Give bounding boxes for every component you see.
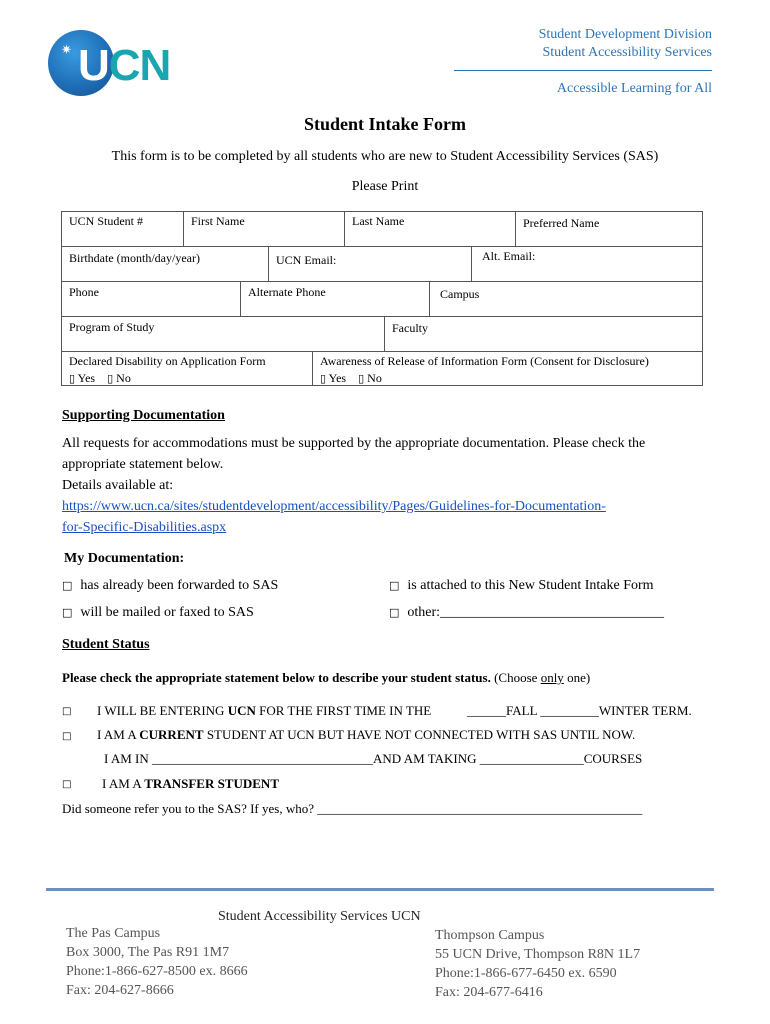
- footer-thompson-campus: Thompson Campus 55 UCN Drive, Thompson R8N 1L7 Phone:1-866-677-6450 ex. 6590 Fax: 204-677-6416: [435, 928, 641, 1000]
- program-of-study-field[interactable]: Program of Study: [69, 320, 155, 334]
- status-first-time-checkbox[interactable]: □: [62, 706, 72, 717]
- ucn-logo: [48, 30, 171, 102]
- status-current: I AM A CURRENT STUDENT AT UCN BUT HAVE NOT CONNECTED WITH SAS UNTIL NOW.: [97, 727, 636, 742]
- awareness-label: Awareness of Release of Information Form (Consent for Disclosure): [320, 354, 649, 368]
- header-division: Student Development Division: [538, 27, 712, 42]
- status-transfer-checkbox[interactable]: □: [62, 779, 72, 790]
- supporting-line: Details available at:: [62, 478, 174, 493]
- student-status-heading: Student Status: [62, 637, 150, 652]
- awareness-no-label: No: [367, 371, 382, 385]
- status-term-choice[interactable]: ______FALL _________WINTER TERM.: [467, 703, 692, 718]
- page-title: Student Intake Form: [303, 114, 466, 134]
- footer-the-pas-campus: The Pas Campus Box 3000, The Pas R91 1M7 Phone:1-866-627-8500 ex. 8666 Fax: 204-627-8666: [66, 926, 248, 998]
- intro-text: This form is to be completed by all students who are new to Student Accessibility Services (SAS): [111, 149, 659, 164]
- status-first-time: I WILL BE ENTERING UCN FOR THE FIRST TIME IN THE: [97, 703, 432, 718]
- campus-field[interactable]: Campus: [429, 282, 702, 316]
- ucn-student-number-field[interactable]: UCN Student #: [69, 214, 144, 228]
- referral-question[interactable]: Did someone refer you to the SAS? If yes, who? __________________________________________________: [62, 801, 643, 816]
- status-current-checkbox[interactable]: □: [62, 731, 72, 742]
- star-icon: ✷: [61, 43, 72, 58]
- guidelines-link-continued[interactable]: for-Specific-Disabilities.aspx: [62, 520, 227, 535]
- doc-option-other[interactable]: □ other:________________________________: [389, 605, 665, 620]
- checkbox[interactable]: □: [389, 579, 400, 592]
- doc-option-mailed[interactable]: □ will be mailed or faxed to SAS: [62, 605, 254, 620]
- supporting-text: [62, 433, 722, 538]
- ucn-email-field[interactable]: UCN Email:: [268, 247, 471, 281]
- declared-disability-label: Declared Disability on Application Form: [69, 354, 266, 368]
- footer-title: Student Accessibility Services UCN: [218, 909, 421, 924]
- declared-yes-checkbox[interactable]: ▯: [69, 372, 76, 385]
- student-info-table: [61, 211, 703, 386]
- birthdate-field[interactable]: Birthdate (month/day/year): [69, 251, 200, 265]
- header-divider: [454, 70, 712, 71]
- doc-option-forwarded[interactable]: □ has already been forwarded to SAS: [62, 578, 279, 593]
- preferred-name-field[interactable]: Preferred Name: [515, 212, 702, 246]
- awareness-no-checkbox[interactable]: ▯: [358, 372, 365, 385]
- table-row: [62, 282, 702, 317]
- alternate-phone-field[interactable]: Alternate Phone: [240, 282, 429, 316]
- first-name-field[interactable]: First Name: [183, 212, 344, 246]
- supporting-line: appropriate statement below.: [62, 457, 224, 472]
- student-status-instruction: Please check the appropriate statement below to describe your student status. (Choose only one): [62, 670, 591, 685]
- awareness-cell: [312, 352, 702, 386]
- checkbox[interactable]: □: [62, 579, 73, 592]
- table-row: [62, 212, 702, 247]
- declared-yes-label: Yes: [77, 371, 96, 385]
- declared-no-checkbox[interactable]: ▯: [107, 372, 114, 385]
- faculty-field[interactable]: Faculty: [384, 317, 702, 351]
- header-tagline: Accessible Learning for All: [556, 81, 712, 96]
- header-services: Student Accessibility Services: [542, 45, 712, 60]
- awareness-yes-checkbox[interactable]: ▯: [320, 372, 327, 385]
- last-name-field[interactable]: Last Name: [344, 212, 515, 246]
- checkbox[interactable]: □: [62, 606, 73, 619]
- declared-disability-cell: [62, 352, 312, 386]
- doc-option-attached[interactable]: □ is attached to this New Student Intake Form: [389, 578, 654, 593]
- my-documentation-heading: My Documentation:: [64, 551, 185, 566]
- guidelines-link[interactable]: https://www.ucn.ca/sites/studentdevelopment/accessibility/Pages/Guidelines-for-Documentation-: [62, 499, 606, 514]
- logo-text: UCN: [78, 41, 171, 90]
- supporting-line: All requests for accommodations must be supported by the appropriate documentation. Please check the: [62, 436, 646, 451]
- table-row: [62, 247, 702, 282]
- checkbox[interactable]: □: [389, 606, 400, 619]
- table-row: [62, 317, 702, 352]
- alt-email-field[interactable]: Alt. Email:: [471, 247, 702, 281]
- footer-divider: [46, 888, 714, 891]
- status-transfer: I AM A TRANSFER STUDENT: [102, 776, 279, 791]
- status-current-details[interactable]: I AM IN __________________________________AND AM TAKING ________________COURSES: [104, 751, 643, 766]
- declared-no-label: No: [116, 371, 131, 385]
- supporting-documentation-heading: Supporting Documentation: [62, 408, 225, 423]
- please-print: Please Print: [351, 179, 419, 194]
- phone-field[interactable]: Phone: [69, 285, 99, 299]
- table-row: [62, 352, 702, 386]
- awareness-yes-label: Yes: [328, 371, 347, 385]
